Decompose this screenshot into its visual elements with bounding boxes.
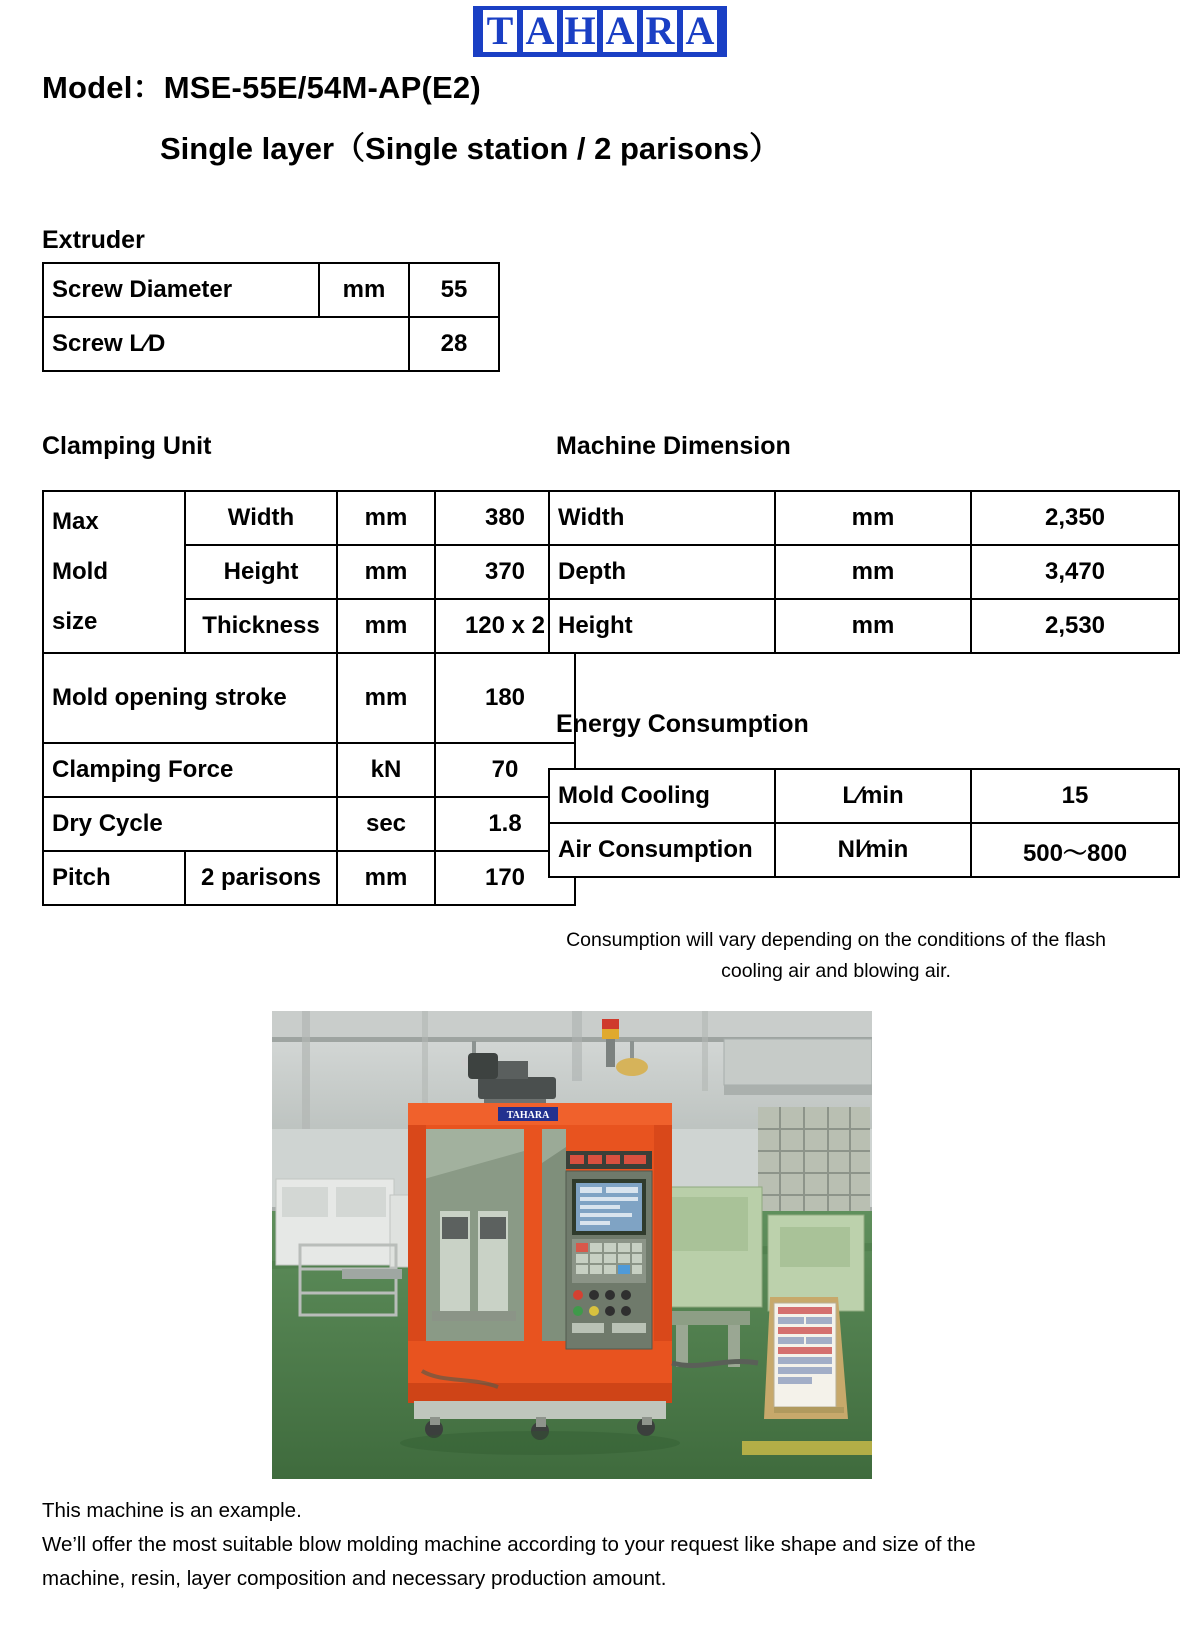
- table-row: [43, 263, 499, 317]
- mold-row-unit: mm: [337, 491, 435, 545]
- clamping-row-unit: mm: [337, 653, 435, 743]
- mold-row-unit: mm: [337, 545, 435, 599]
- mold-row-value: 120 x 2: [435, 599, 575, 653]
- mold-row-sub: Width: [185, 491, 337, 545]
- table-row: [549, 769, 1179, 823]
- clamping-row-value: 1.8: [435, 797, 575, 851]
- section-heading-dimension: Machine Dimension: [556, 432, 791, 460]
- energy-consumption-table: [548, 768, 1180, 878]
- mold-row-sub: Thickness: [185, 599, 337, 653]
- table-row: [43, 317, 499, 371]
- mold-row-value: 380: [435, 491, 575, 545]
- machine-logo-text: TAHARA: [506, 1110, 550, 1121]
- energy-row-unit: Nl∕min: [775, 823, 971, 877]
- clamping-row-unit: kN: [337, 743, 435, 797]
- table-row: [549, 491, 1179, 545]
- max-mold-size-label: [43, 491, 185, 653]
- energy-row-unit: L∕min: [775, 769, 971, 823]
- logo-letter: R: [643, 10, 677, 52]
- clamping-row-label: Mold opening stroke: [43, 653, 337, 743]
- table-row: [43, 653, 575, 743]
- dimension-row-unit: mm: [775, 491, 971, 545]
- dimension-row-unit: mm: [775, 545, 971, 599]
- extruder-row-label: Screw L∕D: [43, 317, 409, 371]
- table-row: [43, 743, 575, 797]
- energy-note: Consumption will vary depending on the conditions of the flash cooling air and blowing air.: [566, 929, 1106, 982]
- clamping-row-value: 180: [435, 653, 575, 743]
- max-mold-size-label-line: size: [52, 608, 98, 635]
- energy-row-label: Mold Cooling: [549, 769, 775, 823]
- dimension-row-unit: mm: [775, 599, 971, 653]
- extruder-row-unit: mm: [319, 263, 409, 317]
- machine-photo-illustration: [272, 1011, 872, 1479]
- brand-logo: [0, 6, 1200, 57]
- max-mold-size-label-line: Mold: [52, 558, 108, 585]
- clamping-row-sub: 2 parisons: [185, 851, 337, 905]
- clamping-row-label: Clamping Force: [43, 743, 337, 797]
- machine-dimension-table: [548, 490, 1180, 654]
- dimension-row-label: Depth: [549, 545, 775, 599]
- footer-note: [42, 1494, 1162, 1596]
- table-row: [43, 491, 575, 545]
- extruder-table: [42, 262, 500, 372]
- dimension-row-label: Width: [549, 491, 775, 545]
- table-row: [549, 823, 1179, 877]
- dimension-row-value: 3,470: [971, 545, 1179, 599]
- section-heading-energy: Energy Consumption: [556, 710, 809, 738]
- logo-letter: A: [683, 10, 717, 52]
- logo-letters: [483, 10, 717, 52]
- mold-row-sub: Height: [185, 545, 337, 599]
- logo-letter: A: [603, 10, 637, 52]
- clamping-row-value: 70: [435, 743, 575, 797]
- extruder-row-value: 55: [409, 263, 499, 317]
- clamping-unit-table: [42, 490, 576, 906]
- model-subtitle: Single layer（Single station / 2 parisons）: [160, 131, 781, 166]
- table-row: [549, 599, 1179, 653]
- footer-line: We’ll offer the most suitable blow molding machine according to your request like shape and size of the: [42, 1533, 976, 1556]
- footer-line: machine, resin, layer composition and necessary production amount.: [42, 1567, 667, 1590]
- clamping-row-label: Pitch: [43, 851, 185, 905]
- clamping-row-value: 170: [435, 851, 575, 905]
- logo-badge: [473, 6, 727, 57]
- clamping-row-unit: sec: [337, 797, 435, 851]
- dimension-row-label: Height: [549, 599, 775, 653]
- table-row: [549, 545, 1179, 599]
- machine-photo: [272, 1011, 872, 1479]
- logo-letter: A: [523, 10, 557, 52]
- extruder-row-label: Screw Diameter: [43, 263, 319, 317]
- page-title: [42, 62, 1042, 168]
- footer-line: This machine is an example.: [42, 1499, 302, 1522]
- clamping-row-label: Dry Cycle: [43, 797, 337, 851]
- section-heading-extruder: Extruder: [42, 226, 145, 254]
- section-heading-clamping: Clamping Unit: [42, 432, 212, 460]
- table-row: [43, 851, 575, 905]
- logo-letter: H: [564, 8, 596, 53]
- energy-row-value: 500～800: [971, 823, 1179, 877]
- clamping-row-unit: mm: [337, 851, 435, 905]
- dimension-row-value: 2,530: [971, 599, 1179, 653]
- logo-letter: T: [483, 10, 517, 52]
- table-row: [43, 797, 575, 851]
- model-title: Model：MSE-55E/54M-AP(E2): [42, 70, 481, 105]
- extruder-row-value: 28: [409, 317, 499, 371]
- mold-row-value: 370: [435, 545, 575, 599]
- dimension-row-value: 2,350: [971, 491, 1179, 545]
- mold-row-unit: mm: [337, 599, 435, 653]
- energy-row-value: 15: [971, 769, 1179, 823]
- energy-row-label: Air Consumption: [549, 823, 775, 877]
- max-mold-size-label-line: Max: [52, 508, 99, 535]
